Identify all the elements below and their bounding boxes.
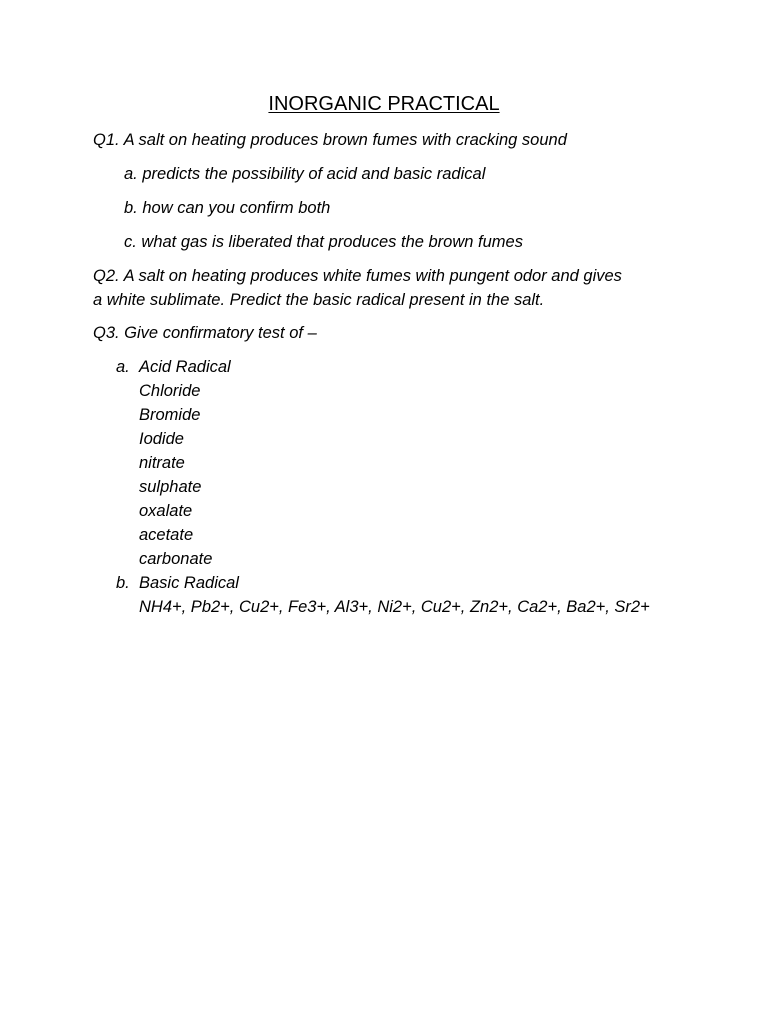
acid-radical-item: carbonate bbox=[139, 550, 213, 568]
acid-radical-item: nitrate bbox=[139, 454, 185, 472]
acid-radical-item: acetate bbox=[139, 526, 194, 544]
acid-radical-item: Bromide bbox=[139, 406, 201, 424]
question-3: Q3. Give confirmatory test of – bbox=[93, 324, 317, 342]
question-2-line-2: a white sublimate. Predict the basic radical present in the salt. bbox=[93, 291, 545, 309]
question-1: Q1. A salt on heating produces brown fumes with cracking sound bbox=[93, 131, 567, 149]
list-marker-a: a. bbox=[116, 358, 130, 376]
question-1-part-c: c. what gas is liberated that produces the brown fumes bbox=[124, 233, 523, 251]
basic-radical-ions: NH4+, Pb2+, Cu2+, Fe3+, Al3+, Ni2+, Cu2+, Zn2+, Ca2+, Ba2+, Sr2+ bbox=[139, 598, 650, 616]
question-1-part-a: a. predicts the possibility of acid and basic radical bbox=[124, 165, 486, 183]
acid-radical-item: Chloride bbox=[139, 382, 201, 400]
list-marker-b: b. bbox=[116, 574, 130, 592]
question-2-line-1: Q2. A salt on heating produces white fumes with pungent odor and gives bbox=[93, 267, 622, 285]
acid-radical-item: sulphate bbox=[139, 478, 202, 496]
acid-radical-item: Iodide bbox=[139, 430, 184, 448]
question-1-part-b: b. how can you confirm both bbox=[124, 199, 331, 217]
acid-radical-heading: Acid Radical bbox=[139, 358, 231, 376]
basic-radical-heading: Basic Radical bbox=[139, 574, 239, 592]
page-title: INORGANIC PRACTICAL bbox=[268, 93, 500, 115]
acid-radical-item: oxalate bbox=[139, 502, 193, 520]
